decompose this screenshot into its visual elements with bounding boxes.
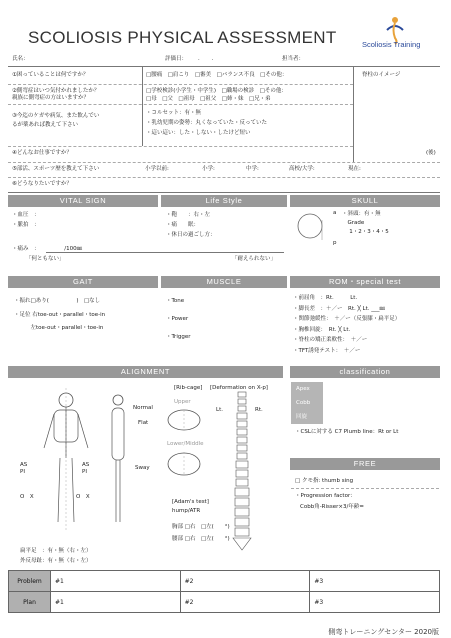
pain-right: 「耐えられない」	[232, 256, 277, 262]
lower-middle-label: Lower/Middle	[167, 441, 204, 447]
pain-scale	[46, 252, 284, 253]
problem-2[interactable]: #2	[180, 571, 310, 592]
q5-col-elementary-before: 小学以前:	[145, 166, 169, 172]
vital-pain: ・痛み ： /100㎜	[12, 246, 83, 252]
upper-label: Upper	[174, 399, 191, 405]
muscle-tone: ・Tone	[166, 298, 185, 304]
section-muscle: MUSCLE	[161, 276, 287, 288]
life-holiday: ・休日の過ごし方：	[166, 232, 216, 238]
life-bag: ・鞄 ：右・左	[166, 212, 211, 218]
spine-xray-diagram	[230, 392, 254, 552]
plan-3[interactable]: #3	[310, 592, 440, 613]
posture-flat: Flat	[138, 420, 149, 426]
problem-header: Problem	[9, 571, 51, 592]
body-figure-diagram	[28, 392, 128, 542]
plan-2[interactable]: #2	[180, 592, 310, 613]
problem-1[interactable]: #1	[51, 571, 181, 592]
ox-right: O X	[76, 494, 90, 500]
divider	[8, 104, 353, 105]
free-kumo[interactable]: □ クモ指: thumb sing	[295, 478, 354, 484]
gait-foot-right: ・足位 右toe-out・parallel・toe-in	[14, 312, 106, 318]
classification-cobb: Cobb	[291, 396, 323, 410]
divider	[291, 488, 439, 489]
posture-sway: Sway	[135, 465, 150, 471]
q5-label: ⑤部活、スポーツ歴を教えて下さい	[12, 166, 100, 172]
gait-foot-left: 左toe-out・parallel・toe-in	[14, 325, 104, 331]
problem-plan-table	[8, 570, 440, 613]
muscle-trigger: ・Trigger	[166, 334, 191, 340]
section-gait: GAIT	[8, 276, 158, 288]
hallux-valgus[interactable]: 外反母趾：有・無（右・左）	[20, 558, 92, 564]
section-life-style: Life Style	[161, 195, 287, 207]
divider	[8, 177, 440, 178]
adams-chest[interactable]: 胸部 □右 □左( °)	[172, 524, 230, 530]
section-vital-sign: VITAL SIGN	[8, 195, 158, 207]
plan-header: Plan	[9, 592, 51, 613]
section-free: FREE	[290, 458, 440, 470]
divider	[142, 66, 143, 146]
plan-row	[9, 592, 440, 613]
vital-pulse: ・脈拍 ：	[12, 222, 40, 228]
divider	[8, 192, 440, 193]
staff-label: 担当者：	[282, 56, 305, 62]
rib-cage-lower-diagram	[164, 450, 204, 480]
plan-1[interactable]: #1	[51, 592, 181, 613]
divider	[8, 146, 353, 147]
problem-row	[9, 571, 440, 592]
q3-label: ③今迄のケガや病気、また飲んでい るが薬あれば教えて下さい	[12, 113, 100, 128]
spine-left-label: Lt.	[216, 407, 223, 413]
free-formula: Cobb角-Risser×3/年齢=	[300, 504, 364, 510]
q5-col-high-school: 高校/大学:	[289, 166, 315, 172]
date-dots: ． ．	[198, 56, 218, 62]
adams-test-label: [Adam's test] hump/ATR	[172, 499, 209, 514]
pain-left: 「何ともない」	[26, 256, 65, 262]
problem-3[interactable]: #3	[310, 571, 440, 592]
section-alignment: ALIGNMENT	[8, 366, 283, 378]
header-line	[8, 66, 440, 67]
date-label: 評価日：	[165, 56, 188, 62]
life-sleep: ・痛 眠：	[166, 222, 200, 228]
q5-col-current: 現在:	[348, 166, 361, 172]
section-skull: SKULL	[290, 195, 440, 207]
q1-label: ①困っていることは何ですか？	[12, 72, 89, 78]
q5-col-elementary: 小学:	[202, 166, 215, 172]
q2-options-2[interactable]: □母 □父 □祖母 □祖父 □姉・妹 □兄・弟	[146, 96, 271, 102]
gait-swing[interactable]: ・振れ□あり( ) □なし	[14, 298, 101, 304]
divider	[8, 162, 440, 163]
logo-text: Scoliosis Training	[362, 40, 421, 49]
section-classification: classification	[290, 366, 440, 378]
q4-label: ④どんなお仕事ですか？	[12, 150, 72, 156]
q2-label: ②側弯症はいつ気付かれましたか？ 親族に側弯症の方はいますか？	[12, 88, 100, 101]
q5-col-junior-high: 中学:	[246, 166, 259, 172]
divider	[8, 84, 353, 85]
adams-waist[interactable]: 腰部 □右 □左( °)	[172, 536, 230, 542]
page-title: SCOLIOSIS PHYSICAL ASSESSMENT	[28, 28, 337, 47]
as-pi-right: AS PI	[82, 462, 90, 475]
vital-bp: ・血圧 ：	[12, 212, 40, 218]
skull-text: ・斜頭：有・無 Grade 1・2・3・4・5	[342, 211, 389, 235]
flatfoot[interactable]: 扁平足 ：有・無（右・左）	[20, 548, 92, 554]
classification-csl: ・CSLに対する C7 Plumb line：Rt or Lt	[295, 429, 399, 435]
rib-cage-upper-diagram	[164, 408, 204, 438]
rib-cage-label: [Rib-cage]	[174, 385, 203, 391]
classification-apex: Apex	[291, 382, 323, 396]
section-rom: ROM・special test	[290, 276, 440, 288]
skull-diagram	[296, 210, 336, 250]
q2-options-1[interactable]: □学校検診(小学生・中学生) □職場の検診 □その他：	[146, 88, 287, 94]
rom-tests: ・前屈角 ：Rt. Lt. ・脚長差 ：＋／ー Rt. ╳ Lt. ___㎜ ・関節弛緩性： ＋／ー（反張膝・扁平足） ・胸椎回旋： Rt. ╳ Lt. ・脊柱の矯正柔軟性： ＋／ー ・TFT誘発テスト： ＋／ー	[293, 295, 401, 354]
name-label: 氏名：	[12, 56, 29, 62]
ox-left: O X	[20, 494, 34, 500]
back-label: (後)	[426, 150, 436, 156]
skull-p: p	[333, 240, 337, 246]
deformation-label: [Deformation on X-p]	[210, 385, 268, 391]
free-progression: ・Progression factor：	[295, 493, 356, 499]
q1-options[interactable]: □腰痛 □肩こり □審美 □バランス不良 □その他：	[146, 72, 288, 78]
q3-items[interactable]: ・コルセット：有・無 ・乳幼児期の姿勢：丸くなっていた・反っていた ・這い這い：した・しない・したけど短い	[146, 110, 268, 136]
footer-text: 側弯トレーニングセンター 2020版	[328, 628, 439, 636]
divider	[353, 66, 354, 162]
posture-normal: Normal	[133, 405, 153, 411]
spine-right-label: Rt.	[255, 407, 263, 413]
skull-a: a	[333, 210, 337, 216]
spine-image-label: 脊柱のイメージ	[362, 72, 401, 78]
q6-label: ⑥どうなりたいですか？	[12, 181, 72, 187]
muscle-power: ・Power	[166, 316, 189, 322]
as-pi-left: AS PI	[20, 462, 28, 475]
classification-rotation: 回旋	[291, 410, 323, 424]
